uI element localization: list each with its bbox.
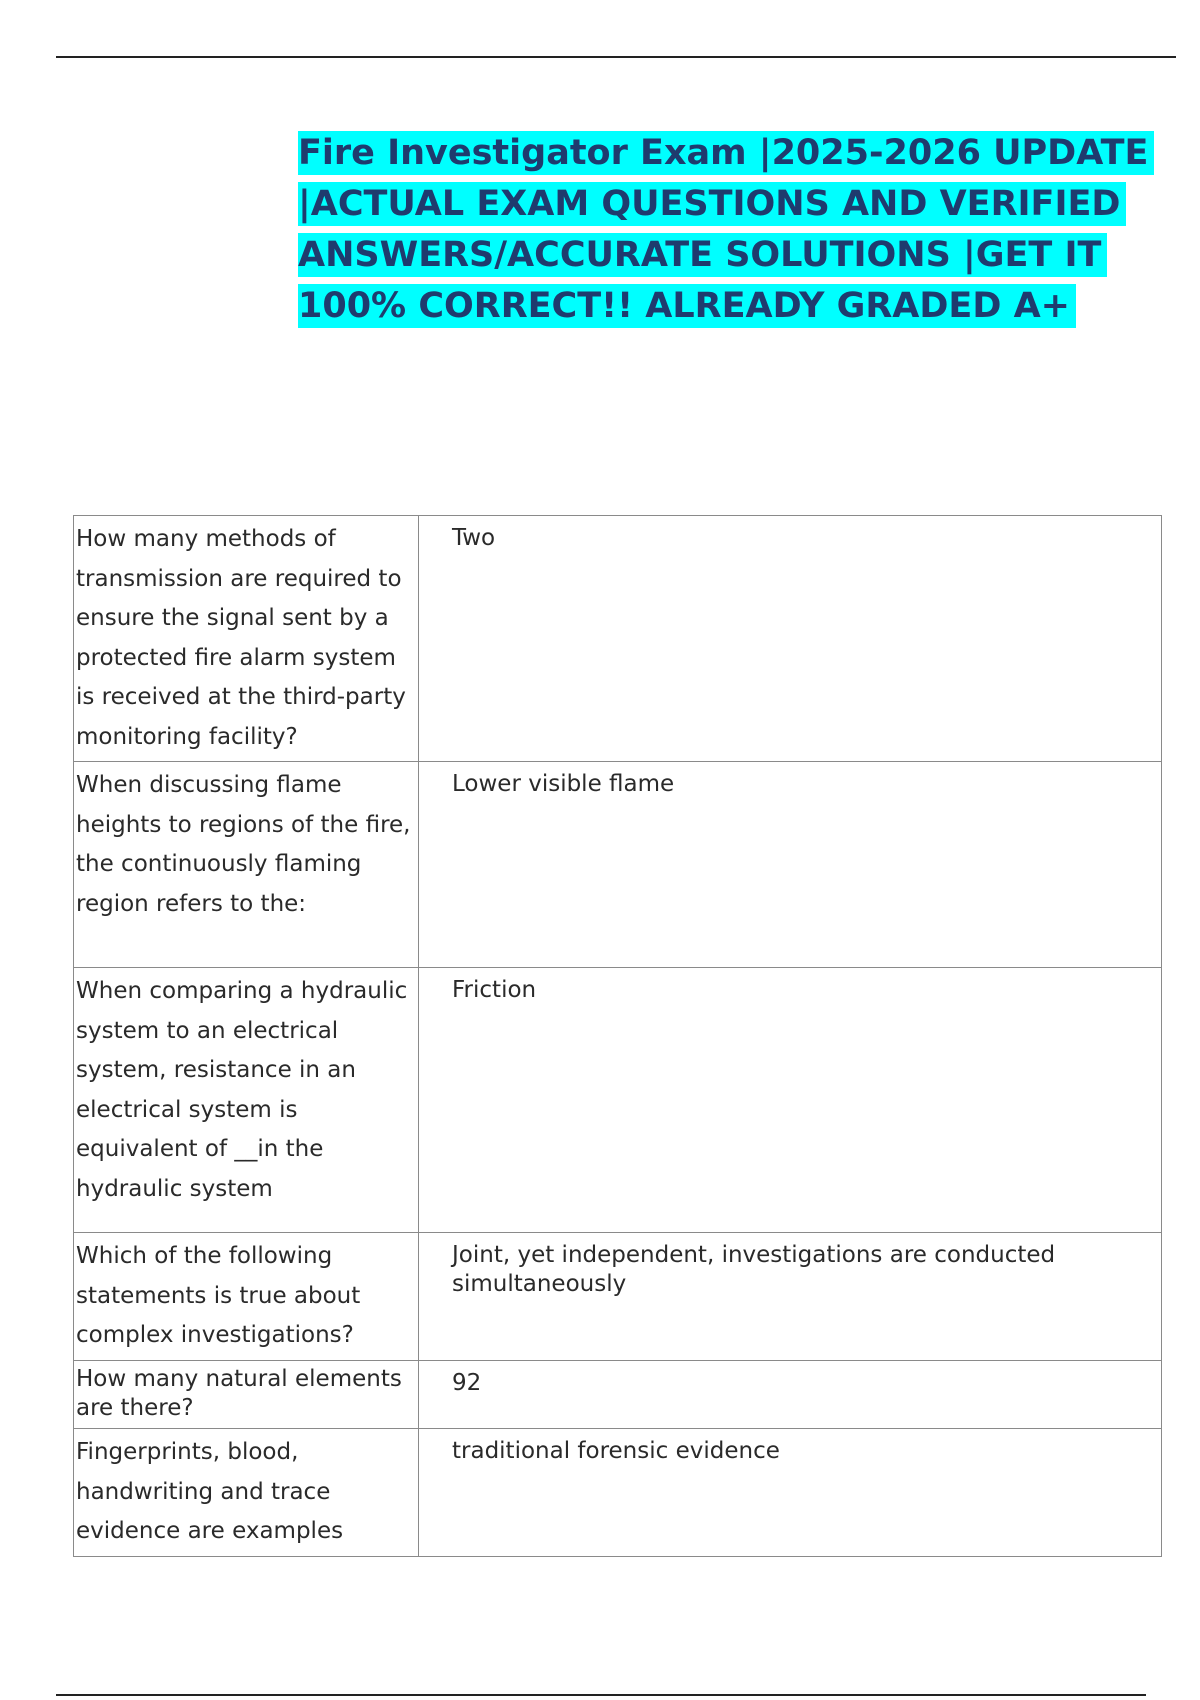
question-cell: Which of the following statements is true about complex investigations? xyxy=(74,1233,419,1361)
question-cell: How many natural elements are there? xyxy=(74,1361,419,1429)
question-cell: How many methods of transmission are required to ensure the signal sent by a protected fire alarm system is received at the third-party monitoring facility? xyxy=(74,516,419,762)
table-row xyxy=(74,762,1162,968)
footer-rule xyxy=(56,1694,1146,1696)
answer-cell: Joint, yet independent, investigations are conducted simultaneously xyxy=(419,1233,1162,1361)
table-row xyxy=(74,968,1162,1233)
answer-cell: Two xyxy=(419,516,1162,762)
header-rule xyxy=(56,56,1176,58)
table-row xyxy=(74,1429,1162,1557)
title-block xyxy=(298,128,1178,332)
table-row xyxy=(74,1361,1162,1429)
answer-cell: traditional forensic evidence xyxy=(419,1429,1162,1557)
answer-cell: Lower visible flame xyxy=(419,762,1162,968)
document-title xyxy=(298,128,1178,332)
answer-cell: Friction xyxy=(419,968,1162,1233)
table-row xyxy=(74,516,1162,762)
document-title-text: Fire Investigator Exam |2025-2026 UPDATE |ACTUAL EXAM QUESTIONS AND VERIFIED ANSWERS/ACCURATE SOLUTIONS |GET IT 100% CORRECT!! ALREADY GRADED A+ xyxy=(298,131,1154,328)
answer-cell: 92 xyxy=(419,1361,1162,1429)
question-cell: When comparing a hydraulic system to an electrical system, resistance in an electrical system is equivalent of __in the hydraulic system xyxy=(74,968,419,1233)
question-cell: Fingerprints, blood, handwriting and trace evidence are examples xyxy=(74,1429,419,1557)
question-cell: When discussing flame heights to regions of the fire, the continuously flaming region refers to the: xyxy=(74,762,419,968)
table-row xyxy=(74,1233,1162,1361)
qa-table xyxy=(73,515,1162,1557)
